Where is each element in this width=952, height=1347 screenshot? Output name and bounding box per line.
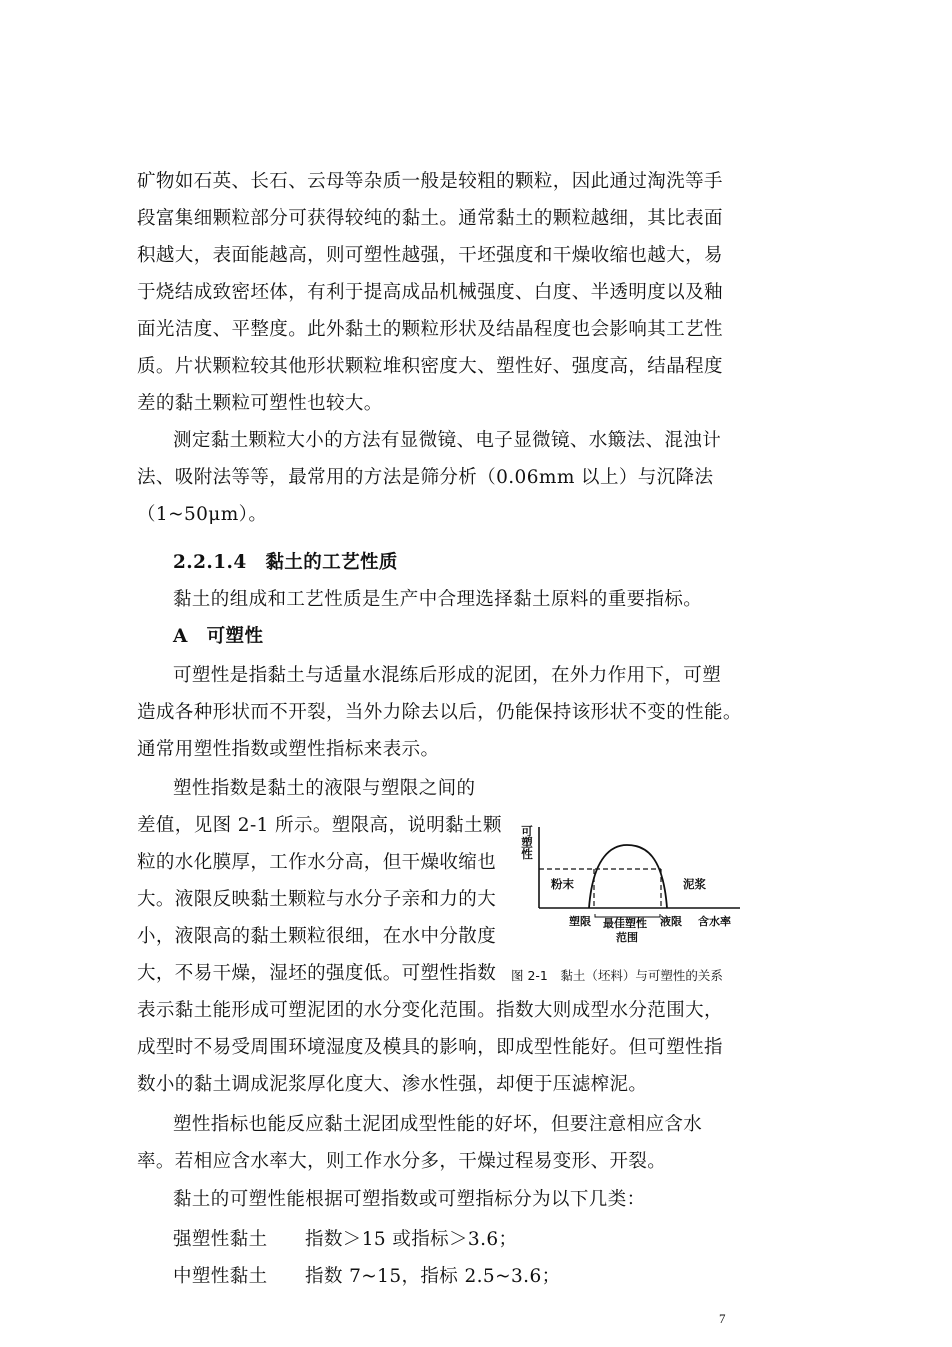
list-item-label: 中塑性黏土 [173,1266,268,1287]
text-line: 于烧结成致密坯体，有利于提高成品机械强度、白度、半透明度以及釉 [137,282,723,303]
range-bracket [595,914,660,917]
plasticity-diagram [505,815,765,965]
text-line: 率。若相应含水率大，则工作水分多，干燥过程易变形、开裂。 [137,1151,667,1172]
text-line: （1~50μm）。 [137,504,268,525]
text-line: 矿物如石英、长石、云母等杂质一般是较粗的颗粒，因此通过淘洗等手 [137,171,723,192]
text-line: 可塑性是指黏土与适量水混练后形成的泥团，在外力作用下，可塑 [173,665,722,686]
plastic-limit-label: 塑限 [569,915,591,928]
text-line: 质。片状颗粒较其他形状颗粒堆积密度大、塑性好、强度高，结晶程度 [137,356,723,377]
x-axis-label: 含水率 [698,915,731,928]
text-line: 造成各种形状而不开裂，当外力除去以后，仍能保持该形状不变的性能。 [137,702,742,723]
list-item-label: 强塑性黏土 [173,1229,268,1250]
text-line: 通常用塑性指数或塑性指标来表示。 [137,739,440,760]
list-item-value: 指数＞15 或指标＞3.6； [305,1229,518,1250]
figure-caption: 图 2-1 黏土（坯料）与可塑性的关系 [511,968,723,983]
page-number: 7 [719,1311,726,1326]
text-line: 小，液限高的黏土颗粒很细，在水中分散度 [137,926,497,947]
optimal-range-label-2: 范围 [616,931,638,944]
figure-plasticity [505,815,765,990]
text-line: 塑性指数是黏土的液限与塑限之间的 [173,778,476,799]
plasticity-curve [589,845,667,908]
text-line: 数小的黏土调成泥浆厚化度大、渗水性强，却便于压滤榨泥。 [137,1074,648,1095]
text-line: 差值，见图 2-1 所示。塑限高，说明黏土颗 [137,815,502,836]
text-line: 面光洁度、平整度。此外黏土的颗粒形状及结晶程度也会影响其工艺性 [137,319,723,340]
text-line: 黏土的可塑性能根据可塑指数或可塑指标分为以下几类： [173,1189,646,1210]
text-line: 积越大，表面能越高，则可塑性越强，干坯强度和干燥收缩也越大，易 [137,245,723,266]
y-axis-label: 可塑性 [520,825,534,860]
slurry-label: 泥浆 [683,877,706,891]
text-line: 塑性指标也能反应黏土泥团成型性能的好坏，但要注意相应含水 [173,1114,703,1135]
subsection-heading: A 可塑性 [173,626,264,647]
text-line: 粒的水化膜厚，工作水分高，但干燥收缩也 [137,852,497,873]
text-line: 段富集细颗粒部分可获得较纯的黏土。通常黏土的颗粒越细，其比表面 [137,208,723,229]
text-line: 测定黏土颗粒大小的方法有显微镜、电子显微镜、水簸法、混浊计 [173,430,722,451]
text-line: 黏土的组成和工艺性质是生产中合理选择黏土原料的重要指标。 [173,589,703,610]
section-heading: 2.2.1.4 黏土的工艺性质 [173,552,398,573]
text-line: 成型时不易受周围环境湿度及模具的影响，即成型性能好。但可塑性指 [137,1037,723,1058]
text-line: 大，不易干燥，湿坯的强度低。可塑性指数 [137,963,497,984]
powder-label: 粉末 [551,877,574,891]
text-line: 大。液限反映黏土颗粒与水分子亲和力的大 [137,889,497,910]
optimal-range-label: 最佳塑性 [603,917,647,930]
text-line: 表示黏土能形成可塑泥团的水分变化范围。指数大则成型水分范围大， [137,1000,723,1021]
liquid-limit-label: 液限 [660,915,682,928]
text-line: 差的黏土颗粒可塑性也较大。 [137,393,383,414]
text-line: 法、吸附法等等，最常用的方法是筛分析（0.06mm 以上）与沉降法 [137,467,714,488]
list-item-value: 指数 7~15，指标 2.5~3.6； [305,1266,561,1287]
